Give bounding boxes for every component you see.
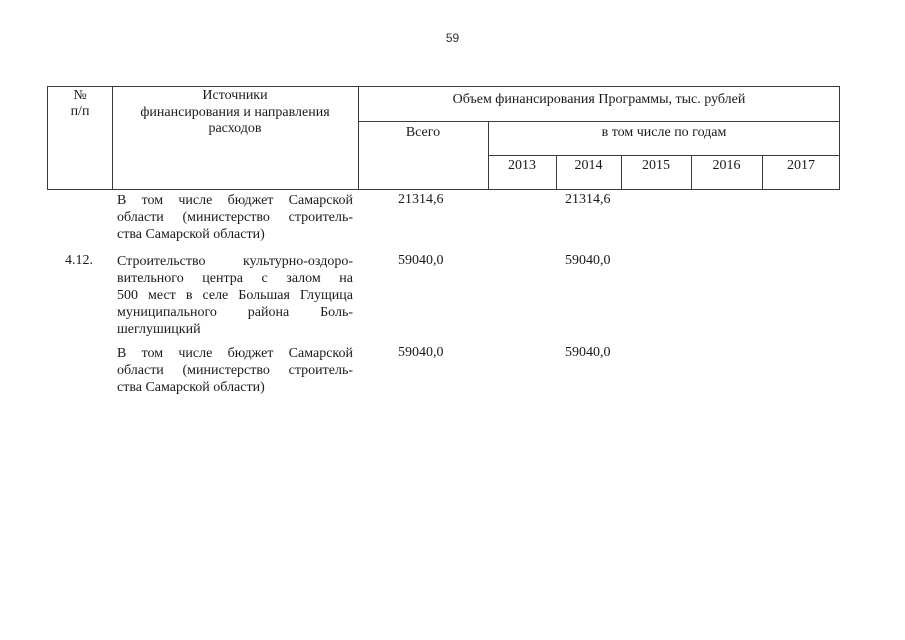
row3-line1: В том числе бюджет Самарской (117, 346, 353, 361)
header-num-symbol: № (73, 88, 87, 103)
years-border (488, 155, 840, 156)
row1-line3: ства Самарской области) (117, 227, 265, 242)
row3-line2: области (министерство строитель- (117, 363, 353, 378)
table-row-3-source (117, 345, 353, 396)
header-year-2017: 2017 (787, 158, 815, 173)
table-row-2-total: 59040,0 (398, 253, 444, 268)
table-row-1-2014: 21314,6 (565, 192, 611, 207)
table-row-2-num: 4.12. (65, 253, 93, 268)
header-source-line3: расходов (208, 121, 262, 136)
table-top-border (47, 86, 840, 87)
header-by-years: в том числе по годам (601, 125, 727, 140)
header-year-2014: 2014 (574, 158, 603, 173)
row2-line5: шеглушицкий (117, 322, 201, 337)
row3-line3: ства Самарской области) (117, 380, 265, 395)
row1-line1: В том числе бюджет Самарской (117, 193, 353, 208)
subheader-border (358, 121, 840, 122)
page-number: 59 (445, 31, 460, 45)
header-year-2016: 2016 (712, 158, 741, 173)
row2-line3: 500 мест в селе Большая Глущица (117, 288, 353, 303)
row2-line1: Строительство культурно-оздоро- (117, 254, 353, 269)
header-source-line2: финансирования и направления (140, 105, 330, 120)
row1-line2: области (министерство строитель- (117, 210, 353, 225)
table-row-3-2014: 59040,0 (565, 345, 611, 360)
header-bottom-border (47, 189, 840, 190)
table-row-1-total: 21314,6 (398, 192, 444, 207)
header-volume: Объем финансирования Программы, тыс. рублей (452, 92, 746, 107)
table-row-1-source (117, 192, 353, 243)
header-source-line1: Источники (202, 88, 268, 103)
row2-line4: муниципального района Боль- (117, 305, 353, 320)
table-row-2-2014: 59040,0 (565, 253, 611, 268)
table-row-3-total: 59040,0 (398, 345, 444, 360)
header-num-label: п/п (70, 104, 90, 119)
header-year-2013: 2013 (508, 158, 536, 173)
table-row-2-source (117, 253, 353, 338)
header-year-2015: 2015 (642, 158, 670, 173)
header-total: Всего (405, 125, 441, 140)
row2-line2: вительного центра с залом на (117, 271, 353, 286)
